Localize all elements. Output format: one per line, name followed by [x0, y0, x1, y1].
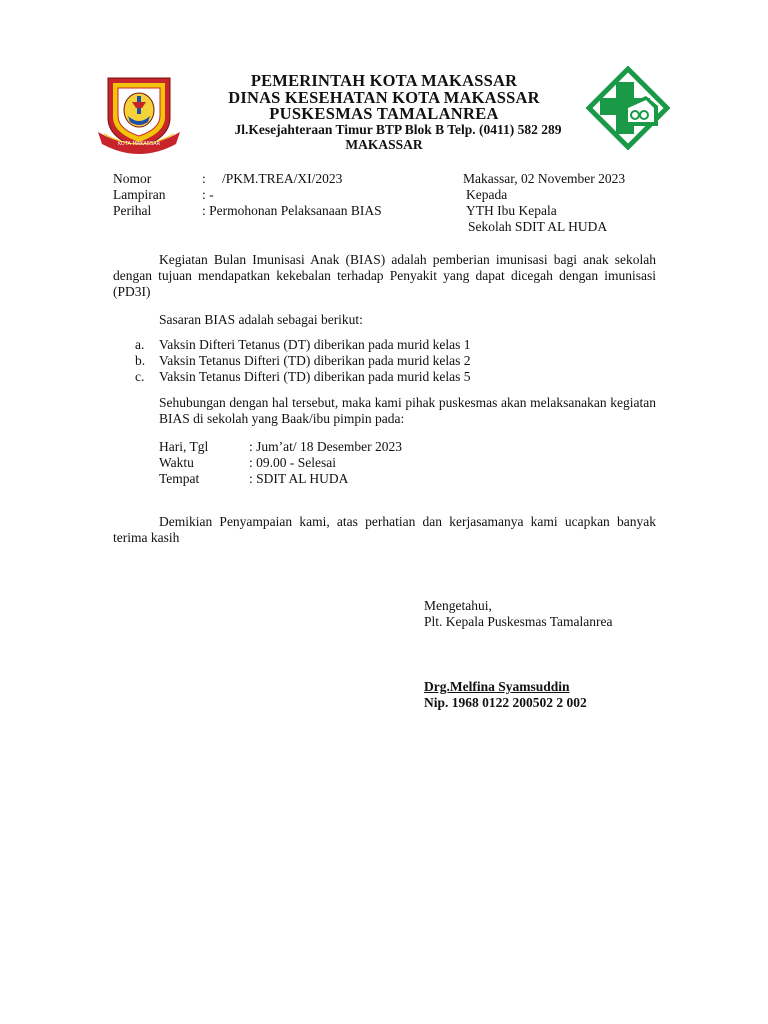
recipient-line1: YTH Ibu Kepala — [466, 203, 557, 218]
tempat-label: Tempat — [159, 471, 200, 486]
list-item: Vaksin Tetanus Difteri (TD) diberikan pada murid kelas 5 — [159, 369, 471, 384]
signature-position: Plt. Kepala Puskesmas Tamalanrea — [424, 614, 613, 629]
signature-nip: Nip. 1968 0122 200502 2 002 — [424, 695, 587, 710]
list-marker: a. — [135, 337, 145, 352]
paragraph-closing: Demikian Penyampaian kami, atas perhatian dan kerjasamanya kami ucapkan banyak terima kasih — [113, 514, 656, 545]
list-marker: c. — [135, 369, 145, 384]
kepada-label: Kepada — [466, 187, 508, 202]
nomor-label: Nomor — [113, 171, 152, 186]
list-item: Vaksin Difteri Tetanus (DT) diberikan pada murid kelas 1 — [159, 337, 471, 352]
hari-value: : Jum’at/ 18 Desember 2023 — [249, 439, 402, 454]
signature-name: Drg.Melfina Syamsuddin — [424, 679, 570, 694]
waktu-label: Waktu — [159, 455, 194, 470]
waktu-value: : 09.00 - Selesai — [249, 455, 336, 470]
kop-address: Jl.Kesejahteraan Timur BTP Blok B Telp. (0411) 582 289 — [234, 122, 562, 137]
tempat-value: : SDIT AL HUDA — [249, 471, 349, 486]
lampiran-value: : - — [202, 187, 214, 202]
kop-institution: PUSKESMAS TAMALANREA — [269, 104, 499, 123]
kop-city: MAKASSAR — [345, 137, 423, 152]
perihal-value: : Permohonan Pelaksanaan BIAS — [202, 203, 382, 218]
paragraph-sasaran: Sasaran BIAS adalah sebagai berikut: — [159, 312, 363, 327]
perihal-label: Perihal — [113, 203, 152, 218]
kop-government: PEMERINTAH KOTA MAKASSAR — [250, 71, 518, 90]
paragraph-announcement: Sehubungan dengan hal tersebut, maka kami pihak puskesmas akan melaksanakan kegiatan BIAS di sekolah yang Baak/ibu pimpin pada: — [159, 395, 656, 426]
place-date: Makassar, 02 November 2023 — [463, 171, 626, 186]
signature-mengetahui: Mengetahui, — [424, 598, 492, 613]
kop-agency: DINAS KESEHATAN KOTA MAKASSAR — [228, 88, 540, 107]
recipient-line2: Sekolah SDIT AL HUDA — [468, 219, 608, 234]
lampiran-label: Lampiran — [113, 187, 166, 202]
list-marker: b. — [135, 353, 146, 368]
list-item: Vaksin Tetanus Difteri (TD) diberikan pada murid kelas 2 — [159, 353, 471, 368]
seal-ribbon-text: KOTA MAKASSAR — [117, 141, 161, 147]
hari-label: Hari, Tgl — [159, 439, 209, 454]
nomor-colon: : — [202, 171, 206, 186]
nomor-value: /PKM.TREA/XI/2023 — [222, 171, 343, 186]
paragraph-intro: Kegiatan Bulan Imunisasi Anak (BIAS) adalah pemberian imunisasi bagi anak sekolah dengan tujuan mendapatkan kekebalan terhadap Penyakit yang dapat dicegah dengan imunisasi (PD3I) — [113, 252, 656, 299]
